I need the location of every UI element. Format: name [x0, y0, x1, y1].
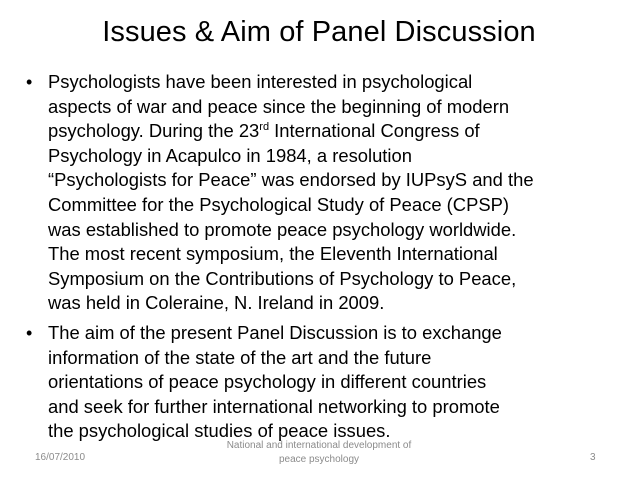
bullet-line: The aim of the present Panel Discussion is to exchange — [48, 321, 502, 343]
bullet-line: The most recent symposium, the Eleventh International — [48, 243, 498, 265]
bullet-line: Symposium on the Contributions of Psychology to Peace, — [48, 267, 517, 289]
footer-center-text — [214, 439, 424, 467]
bullet-line: was established to promote peace psychology worldwide. — [48, 218, 517, 240]
bullet-line: aspects of war and peace since the beginning of modern — [48, 95, 510, 117]
page-number: 3 — [590, 452, 596, 463]
bullet-line: Psychology in Acapulco in 1984, a resolution — [48, 144, 412, 166]
bullet-item-history — [26, 70, 622, 316]
bullet-line: and seek for further international networking to promote — [48, 395, 500, 417]
bullet-list — [26, 70, 622, 444]
bullet-marker-icon: • — [26, 322, 33, 343]
ordinal-superscript: rd — [259, 121, 270, 134]
bullet-line: the psychological studies of peace issues. — [48, 420, 391, 442]
footer-date: 16/07/2010 — [35, 452, 86, 463]
bullet-line: information of the state of the art and the future — [48, 346, 432, 368]
bullet-marker-icon: • — [26, 72, 33, 92]
bullet-item-aim — [26, 321, 622, 444]
bullet-line: was held in Coleraine, N. Ireland in 2009. — [48, 292, 385, 314]
bullet-line-text: International Congress of — [269, 120, 480, 142]
footer-center-line: National and international development of — [226, 440, 412, 451]
bullet-line: Committee for the Psychological Study of Peace (CPSP) — [48, 193, 509, 215]
bullet-line: orientations of peace psychology in different countries — [48, 371, 487, 393]
bullet-line: “Psychologists for Peace” was endorsed by IUPsyS and the — [48, 169, 534, 191]
bullet-line-with-ordinal — [48, 119, 622, 144]
bullet-line-text: psychology. During the 23 — [48, 120, 260, 142]
footer-center-line: peace psychology — [278, 454, 360, 465]
bullet-line: Psychologists have been interested in psychological — [48, 71, 473, 92]
slide-title: Issues & Aim of Panel Discussion — [102, 16, 536, 48]
